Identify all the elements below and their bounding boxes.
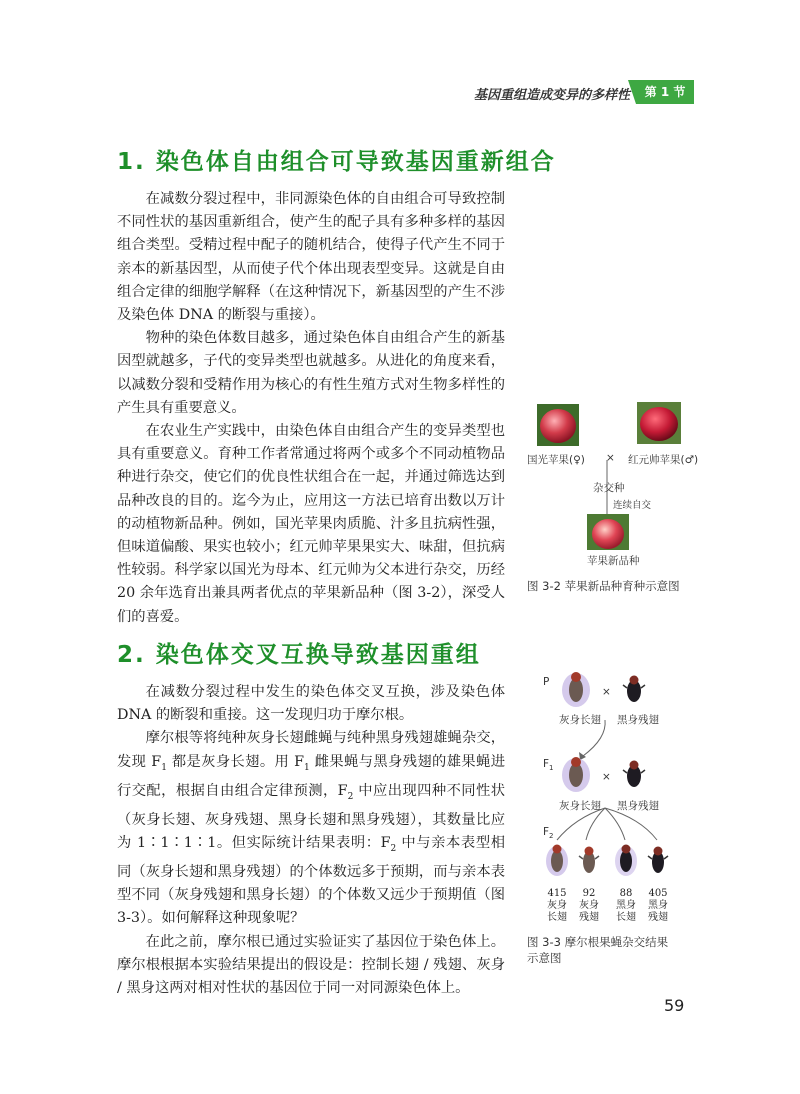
f1-male-label: 黑身残翅 bbox=[617, 800, 659, 812]
generation-f1-label: $F_1$ bbox=[543, 758, 554, 773]
section-2-body bbox=[117, 681, 505, 1000]
p-male-label: 黑身残翅 bbox=[617, 714, 659, 726]
f2-result: 88 黑身 长翅 bbox=[616, 888, 636, 923]
black-vestigial-wing-fly-icon bbox=[623, 761, 645, 788]
gray-long-wing-fly-icon bbox=[546, 845, 568, 877]
figure-3-3 bbox=[527, 668, 695, 968]
section-badge: 第 1 节 bbox=[636, 80, 694, 104]
black-long-wing-fly-icon bbox=[615, 845, 637, 877]
guoguang-apple-icon bbox=[540, 409, 576, 443]
page-number: 59 bbox=[664, 996, 685, 1015]
new-apple-icon bbox=[592, 519, 624, 549]
parent-male-label: 红元帅苹果(♂) bbox=[628, 454, 699, 466]
f2-result: 92 灰身 残翅 bbox=[579, 888, 599, 923]
paragraph: 摩尔根等将纯种灰身长翅雌蝇与纯种黑身残翅雄蝇杂交，发现 $F_1$ 都是灰身长翅。用 $F_1$ 雌果蝇与黑身残翅的雄果蝇进行交配，根据自由组合定律预测，$F_2$ 中应出现四种不同性状（灰身长翅、灰身残翅、黑身长翅和黑身残翅），其数量比应为 1∶1∶1∶1。但实际统计结果表明：$F_2$ 中与亲本表型相同（灰身长翅和黑身残翅）的个体数远多于预期，而与亲本表型不同（灰身残翅和黑身长翅）的个体数又远少于预期值（图 3-3）。如何解释这种现象呢？ bbox=[117, 730, 506, 927]
gray-long-wing-fly-icon bbox=[562, 672, 590, 707]
figure-3-2-caption: 图 3-2 苹果新品种育种示意图 bbox=[527, 579, 680, 593]
generation-p-label: P bbox=[543, 676, 550, 688]
cross-symbol: × bbox=[602, 771, 611, 783]
section-1-body bbox=[117, 188, 505, 629]
gray-long-wing-fly-icon bbox=[562, 757, 590, 792]
figure-3-3-caption: 图 3-3 摩尔根果蝇杂交结果 示意图 bbox=[527, 935, 669, 965]
new-variety-label: 苹果新品种 bbox=[587, 555, 640, 567]
red-delicious-apple-icon bbox=[640, 407, 678, 441]
parent-female-label: 国光苹果(♀) bbox=[527, 454, 585, 466]
section-2-title: 2. 染色体交叉互换导致基因重组 bbox=[117, 642, 481, 668]
cross-symbol: × bbox=[606, 452, 615, 464]
paragraph: 在农业生产实践中，由染色体自由组合产生的变异类型也具有重要意义。育种工作者常通过将两个或多个不同动植物品种进行杂交，使它们的优良性状组合在一起，并通过筛选达到品种改良的目的。迄今为止，应用这一方法已培育出数以万计的动植物新品种。例如，国光苹果肉质脆、汁多且抗病性强，但味道偏酸、果实也较小；红元帅苹果果实大、味甜，但抗病性较弱。科学家以国光为母本、红元帅为父本进行杂交，历经 20 余年选育出兼具两者优点的苹果新品种（图 3-2），深受人们的喜爱。 bbox=[117, 423, 505, 625]
selfing-label: 连续自交 bbox=[613, 500, 652, 511]
cross-symbol: × bbox=[602, 686, 611, 698]
paragraph: 在此之前，摩尔根已通过实验证实了基因位于染色体上。摩尔根根据本实验结果提出的假设是：控制长翅 / 残翅、灰身 / 黑身这两对相对性状的基因位于同一对同源染色体上。 bbox=[117, 933, 505, 997]
black-vestigial-wing-fly-icon bbox=[623, 676, 645, 703]
running-title: 基因重组造成变异的多样性 bbox=[473, 88, 630, 103]
fruit-fly-cross-diagram bbox=[535, 668, 695, 908]
hybrid-label: 杂交种 bbox=[593, 482, 625, 494]
generation-f2-label: $F_2$ bbox=[543, 826, 554, 841]
f1-female-label: 灰身长翅 bbox=[559, 800, 601, 812]
gray-vestigial-wing-fly-icon bbox=[579, 847, 599, 874]
paragraph: 在减数分裂过程中，非同源染色体的自由组合可导致控制不同性状的基因重新组合，使产生的配子具有多种多样的基因组合类型。受精过程中配子的随机结合，使得子代产生不同于亲本的新基因型，从而使子代个体出现表型变异。这就是自由组合定律的细胞学解释（在这种情况下，新基因型的产生不涉及染色体 DNA 的断裂与重接）。 bbox=[117, 191, 505, 324]
section-1-title: 1. 染色体自由组合可导致基因重新组合 bbox=[117, 149, 556, 175]
black-vestigial-wing-fly-icon bbox=[648, 847, 668, 874]
f2-result: 415 灰身 长翅 bbox=[547, 888, 567, 923]
paragraph: 在减数分裂过程中发生的染色体交叉互换，涉及染色体 DNA 的断裂和重接。这一发现归功于摩尔根。 bbox=[117, 684, 505, 724]
paragraph: 物种的染色体数目越多，通过染色体自由组合产生的新基因型就越多，子代的变异类型也就越多。从进化的角度来看，以减数分裂和受精作用为核心的有性生殖方式对生物多样性的产生具有重要意义。 bbox=[117, 330, 505, 416]
figure-3-2 bbox=[525, 398, 715, 598]
f2-result: 405 黑身 残翅 bbox=[648, 888, 668, 923]
p-female-label: 灰身长翅 bbox=[559, 714, 601, 726]
